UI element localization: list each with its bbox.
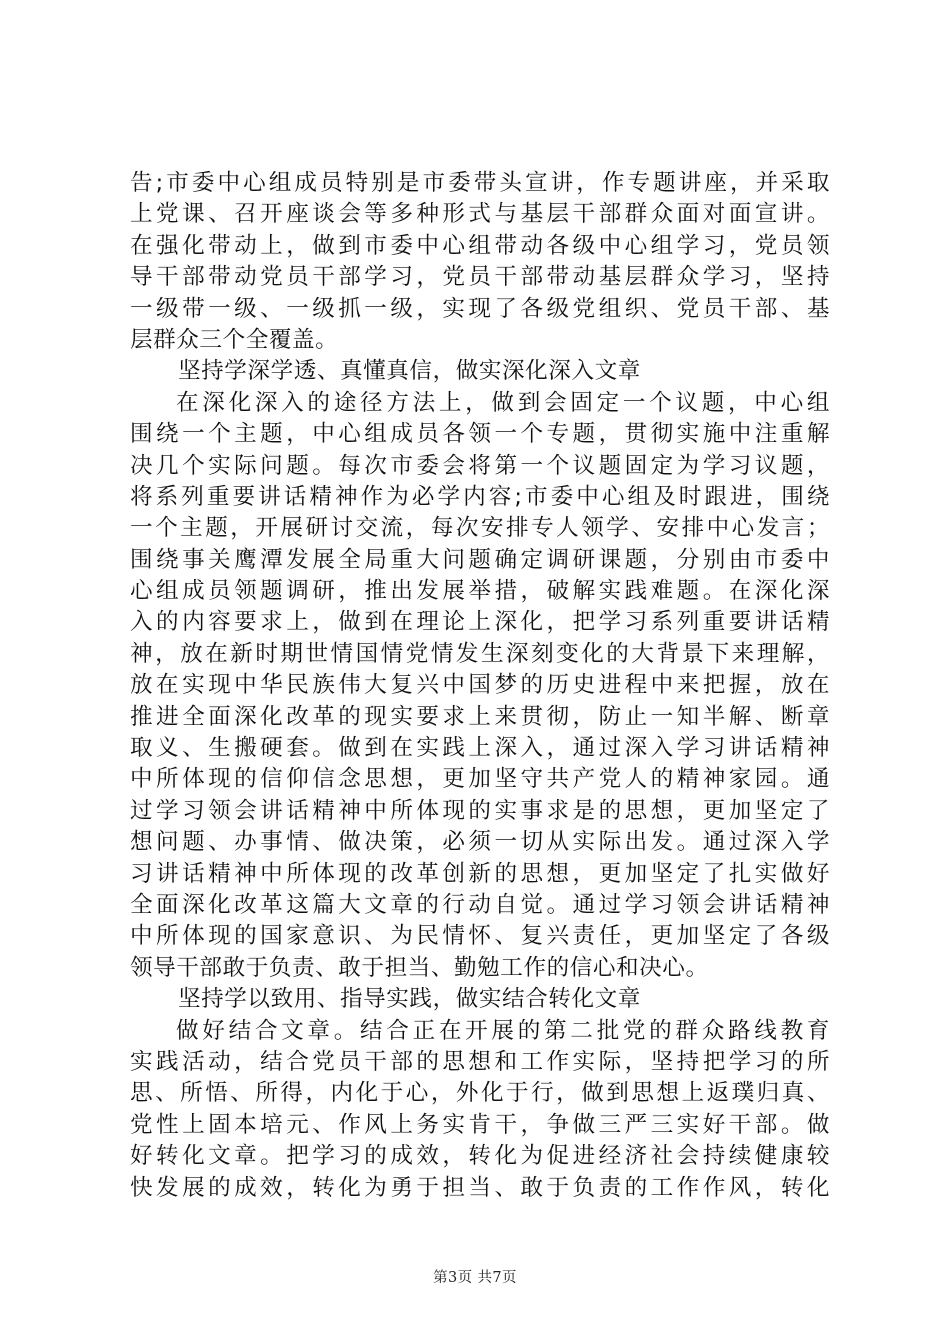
body-line: 神，放在新时期世情国情党情发生深刻变化的大背景下来理解， xyxy=(130,640,830,667)
body-line: 心组成员领题调研，推出发展举措，破解实践难题。在深化深 xyxy=(130,578,830,605)
body-line: 上党课、召开座谈会等多种形式与基层干部群众面对面宣讲。 xyxy=(130,201,830,228)
body-line: 入的内容要求上，做到在理论上深化，把学习系列重要讲话精 xyxy=(130,609,830,636)
body-line: 快发展的成效，转化为勇于担当、敢于负责的工作作风，转化 xyxy=(130,1174,830,1201)
body-line: 思、所悟、所得，内化于心，外化于行，做到思想上返璞归真、 xyxy=(130,1080,830,1107)
page-number-footer: 第3页 共7页 xyxy=(433,1270,517,1286)
body-line: 一级带一级、一级抓一级，实现了各级党组织、党员干部、基 xyxy=(130,295,830,322)
section-heading: 坚持学深学透、真懂真信，做实深化深入文章 xyxy=(178,358,641,385)
body-line: 在深化深入的途径方法上，做到会固定一个议题，中心组 xyxy=(176,389,830,416)
body-line: 想问题、办事情、做决策，必须一切从实际出发。通过深入学 xyxy=(130,829,830,856)
body-line: 围绕事关鹰潭发展全局重大问题确定调研课题，分别由市委中 xyxy=(130,546,830,573)
body-line: 取义、生搬硬套。做到在实践上深入，通过深入学习讲话精神 xyxy=(130,735,830,762)
body-line: 中所体现的信仰信念思想，更加坚守共产党人的精神家园。通 xyxy=(130,766,830,793)
section-heading: 坚持学以致用、指导实践，做实结合转化文章 xyxy=(178,986,641,1013)
body-line: 实践活动，结合党员干部的思想和工作实际，坚持把学习的所 xyxy=(130,1048,830,1075)
body-line: 中所体现的国家意识、为民情怀、复兴责任，更加坚定了各级 xyxy=(130,923,830,950)
body-line: 决几个实际问题。每次市委会将第一个议题固定为学习议题， xyxy=(130,452,830,479)
body-line: 一个主题，开展研讨交流，每次安排专人领学、安排中心发言； xyxy=(130,515,830,542)
document-body xyxy=(130,168,830,1204)
body-line: 层群众三个全覆盖。 xyxy=(130,326,339,353)
body-line: 导干部带动党员干部学习，党员干部带动基层群众学习，坚持 xyxy=(130,264,830,291)
body-line: 告;市委中心组成员特别是市委带头宣讲，作专题讲座，并采取 xyxy=(130,170,830,196)
body-line: 围绕一个主题，中心组成员各领一个专题，贯彻实施中注重解 xyxy=(130,421,830,448)
body-line: 将系列重要讲话精神作为必学内容;市委中心组及时跟进，围绕 xyxy=(130,483,830,510)
body-line: 在强化带动上，做到市委中心组带动各级中心组学习，党员领 xyxy=(130,232,830,259)
body-line: 做好结合文章。结合正在开展的第二批党的群众路线教育 xyxy=(176,1017,830,1044)
body-line: 领导干部敢于负责、敢于担当、勤勉工作的信心和决心。 xyxy=(130,954,709,981)
body-line: 习讲话精神中所体现的改革创新的思想，更加坚定了扎实做好 xyxy=(130,860,830,887)
body-line: 过学习领会讲话精神中所体现的实事求是的思想，更加坚定了 xyxy=(130,797,830,824)
body-line: 党性上固本培元、作风上务实肯干，争做三严三实好干部。做 xyxy=(130,1111,830,1138)
body-line: 全面深化改革这篇大文章的行动自觉。通过学习领会讲话精神 xyxy=(130,891,830,918)
body-line: 推进全面深化改革的现实要求上来贯彻，防止一知半解、断章 xyxy=(130,703,830,730)
body-line: 好转化文章。把学习的成效，转化为促进经济社会持续健康较 xyxy=(130,1143,830,1170)
body-line: 放在实现中华民族伟大复兴中国梦的历史进程中来把握，放在 xyxy=(130,672,830,699)
